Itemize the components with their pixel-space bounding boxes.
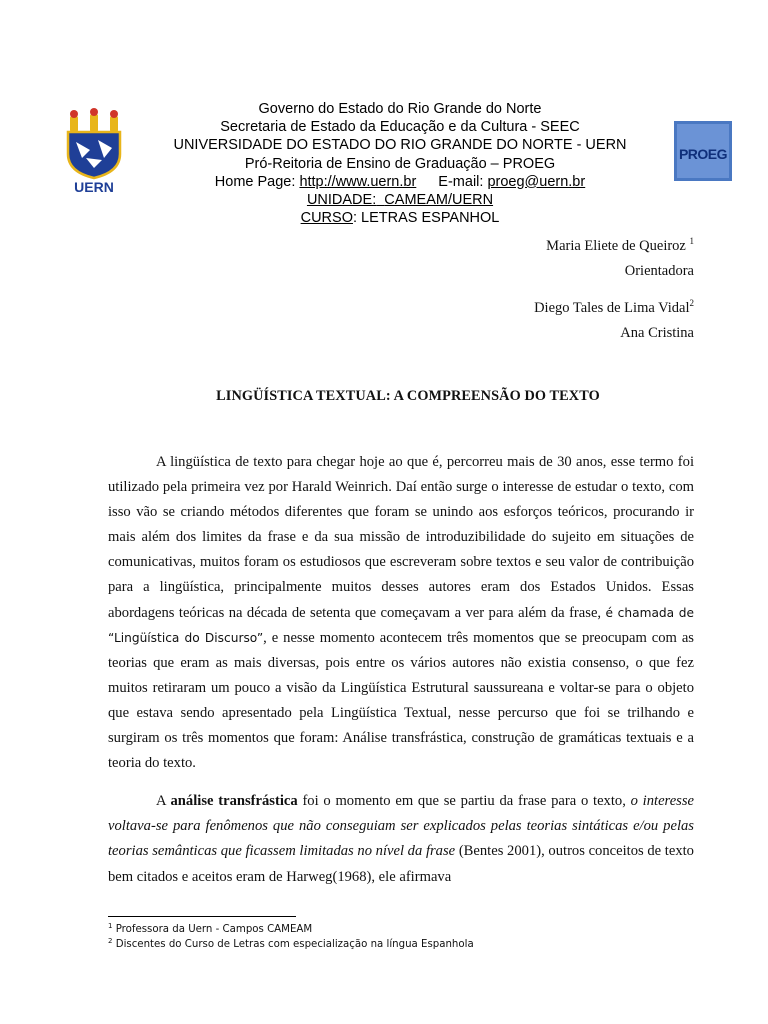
student1-name: Diego Tales de Lima Vidal: [534, 300, 690, 316]
paragraph-1-part-a: A lingüística de texto para chegar hoje ao que é, percorreu mais de 30 anos, esse termo foi utilizado pela primeira vez por Harald Weinrich. Daí então surge o interesse de estudar o texto, com isso vão se criando métodos diferentes que foram se unindo aos esforços teóricos, procurando ir mais além dos limites da frase e da sua missão de introduzibilidade do sujeito em situações de comunicativas, muitos foram os estudiosos que escreveram sobre textos e seu valor de contribuição para a lingüística, principalmente muitos desses autores eram dos Estados Unidos. Essas abordagens teóricas na década de setenta que começavam a ver para além da frase,: [108, 454, 694, 621]
paragraph-1: [108, 450, 694, 776]
curso-label: CURSO: [300, 210, 353, 227]
proeg-logo: [674, 121, 732, 181]
advisor-role: Orientadora: [624, 263, 694, 279]
header-curso: [130, 209, 670, 227]
paragraph-2: [108, 789, 694, 889]
document-title: LINGÜÍSTICA TEXTUAL: A COMPREENSÃO DO TEXTO: [216, 388, 600, 404]
footnote-2-text: Discentes do Curso de Letras com especialização na língua Espanhola: [115, 939, 474, 950]
footnote-1: [108, 922, 668, 937]
unidade-value: CAMEAM/UERN: [384, 192, 494, 209]
paragraph-2-italic: o interesse voltava-se para fenômenos que não conseguiam ser explicados pelas teorias sintáticas e/ou pelas teorias semânticas que ficassem limitadas no nível da frase: [108, 793, 695, 860]
authors-block: [534, 234, 694, 346]
paragraph-2-part-c: (Bentes 2001), outros conceitos de texto bem citados e aceitos eram de Harweg(1968), ele afirmava: [108, 843, 694, 885]
paragraph-1-part-b: é chamada de “Lingüística do Discurso”: [108, 605, 695, 645]
institution-header: [130, 100, 670, 227]
paragraph-2-part-b: foi o momento em que se partiu da frase para o texto,: [302, 793, 626, 810]
header-government: Governo do Estado do Rio Grande do Norte: [258, 101, 542, 117]
homepage-link[interactable]: http://www.uern.br: [299, 173, 417, 190]
footnote-1-mark: 1: [108, 922, 113, 930]
student2-name: Ana Cristina: [620, 325, 694, 341]
advisor-line: [534, 234, 694, 259]
footnote-2: [108, 937, 668, 952]
header-unidade: [130, 191, 670, 209]
homepage-label: Home Page:: [214, 173, 296, 190]
header-contacts: [130, 173, 670, 191]
footnote-divider: [108, 916, 296, 917]
student1-line: [534, 296, 694, 321]
curso-value: : LETRAS ESPANHOL: [352, 210, 500, 227]
footnotes: [108, 922, 668, 952]
footnote-2-mark: 2: [108, 937, 113, 945]
torch-icon: [70, 108, 118, 132]
paragraph-1-part-c: , e nesse momento acontecem três momentos que se preocupam com as teorias que eram as mais diversas, pois entre os vários autores não existia consenso, o que fez muitos retiraram um pouco a visão da Lingüística Estrutural saussureana e voltar-se para o objeto que estava sendo apresentado pela Lingüística Textual, nesse percurso que foi se trilhando e surgiram os três momentos que foram: Análise transfrástica, construção de gramáticas textuais e a teoria do texto.: [108, 629, 694, 772]
student-footnote-mark[interactable]: 2: [689, 298, 694, 308]
paragraph-2-part-a: A: [156, 793, 166, 810]
advisor-name: Maria Eliete de Queiroz: [546, 238, 686, 254]
email-label: E-mail:: [438, 173, 484, 190]
header-secretariat: Secretaria de Estado da Educação e da Cultura - SEEC: [220, 119, 580, 136]
header-proeg: Pró-Reitoria de Ensino de Graduação – PROEG: [244, 155, 556, 172]
header-university: UNIVERSIDADE DO ESTADO DO RIO GRANDE DO NORTE - UERN: [173, 137, 627, 154]
uern-logo: [62, 108, 126, 194]
uern-logo-text: UERN: [74, 179, 114, 194]
email-link[interactable]: proeg@uern.br: [487, 173, 586, 190]
advisor-footnote-mark[interactable]: 1: [689, 236, 694, 246]
proeg-logo-text: PROEG: [678, 146, 728, 162]
unidade-label: UNIDADE:: [306, 192, 377, 209]
paragraph-2-bold: análise transfrástica: [170, 793, 298, 810]
footnote-1-text: Professora da Uern - Campos CAMEAM: [115, 924, 313, 935]
body-text: [108, 450, 694, 890]
